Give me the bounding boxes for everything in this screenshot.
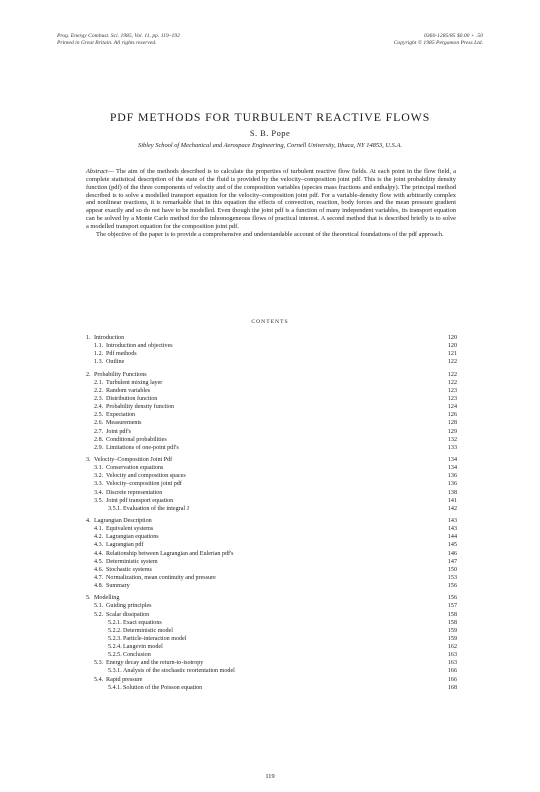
toc-entry[interactable]: [86, 497, 457, 505]
toc-entry-number: 2.5.: [94, 412, 104, 419]
toc-entry-page: 156: [447, 583, 457, 590]
toc-entry-page: 156: [447, 595, 457, 602]
toc-entry-number: 5.2.3.: [108, 635, 122, 642]
toc-entry-title: Energy decay and the return-to-isotropy: [106, 660, 204, 667]
toc-entry-page: 143: [447, 517, 457, 524]
toc-entry-title: Pdf methods: [106, 351, 137, 358]
abstract-paragraph-1: [86, 168, 456, 231]
toc-entry-number: 5.2.: [94, 611, 104, 618]
toc-entry-title: Lagrangian pdf: [106, 542, 144, 549]
toc-entry-number: 2.9.: [94, 444, 104, 451]
toc-entry-number: 4.4.: [94, 550, 104, 557]
toc-entry-title: Relationship between Lagrangian and Eulerian pdf's: [106, 550, 234, 557]
abstract: [86, 168, 456, 239]
toc-entry[interactable]: [86, 505, 457, 513]
toc-entry[interactable]: [86, 627, 457, 635]
toc-entry[interactable]: [86, 574, 457, 582]
toc-entry-page: 144: [447, 534, 457, 541]
abstract-label: Abstract: [86, 168, 108, 175]
toc-entry-number: 4.2.: [94, 534, 104, 541]
toc-entry-number: 3.5.: [94, 497, 104, 504]
toc-entry-title: Guiding principles: [106, 603, 152, 610]
toc-entry[interactable]: [86, 611, 457, 619]
toc-entry-page: 128: [447, 420, 457, 427]
toc-entry-number: 1.3.: [94, 359, 104, 366]
toc-entry-page: 132: [447, 436, 457, 443]
toc-entry-title: Evaluation of the integral J: [123, 505, 189, 512]
table-of-contents: [86, 334, 457, 692]
toc-entry-page: 143: [447, 526, 457, 533]
toc-entry-number: 5.4.: [94, 676, 104, 683]
toc-entry-number: 5.3.: [94, 660, 104, 667]
toc-entry[interactable]: [86, 619, 457, 627]
toc-entry[interactable]: [86, 635, 457, 643]
toc-entry-title: Probability Functions: [94, 371, 147, 378]
toc-entry-number: 3.4.: [94, 489, 104, 496]
toc-entry-number: 2.2.: [94, 387, 104, 394]
toc-entry-page: 147: [447, 558, 457, 565]
toc-entry[interactable]: [86, 558, 457, 566]
toc-entry-title: Introduction: [94, 335, 125, 341]
toc-entry-page: 122: [447, 379, 457, 386]
contents-heading: CONTENTS: [251, 319, 289, 325]
abstract-paragraph-2: The objective of the paper is to provide a comprehensive and understandable account of the theoretical foundations of the pdf approach.: [96, 230, 444, 238]
paper-title: PDF METHODS FOR TURBULENT REACTIVE FLOWS: [109, 110, 431, 124]
toc-entry-title: Scalar dissipation: [106, 611, 150, 618]
toc-entry[interactable]: [86, 464, 457, 472]
toc-entry[interactable]: [86, 387, 457, 395]
toc-entry-number: 3.1.: [94, 465, 104, 472]
toc-entry-title: Particle-interaction model: [123, 635, 187, 642]
toc-entry-title: Langevin model: [123, 644, 163, 651]
toc-entry[interactable]: [86, 582, 457, 590]
toc-entry-number: 4.8.: [94, 583, 104, 590]
toc-entry[interactable]: [86, 436, 457, 444]
toc-entry-title: Lagrangian Description: [94, 517, 152, 524]
toc-entry-title: Normalization, mean continuity and pressure: [106, 574, 216, 581]
toc-entry-page: 153: [447, 574, 457, 581]
toc-entry-title: Discrete representation: [106, 489, 163, 496]
toc-entry-page: 162: [447, 644, 457, 651]
toc-entry-title: Conclusion: [123, 652, 151, 659]
toc-entry-page: 123: [447, 387, 457, 394]
toc-entry-page: 122: [447, 359, 457, 366]
toc-entry-title: Conservation equations: [106, 465, 164, 472]
toc-entry-number: 3.5.1.: [108, 505, 122, 512]
toc-entry[interactable]: [86, 403, 457, 411]
toc-entry-number: 2.8.: [94, 436, 104, 443]
toc-entry-page: 145: [447, 542, 457, 549]
toc-entry-title: Measurements: [106, 420, 142, 427]
toc-entry-number: 5.2.2.: [108, 627, 122, 634]
toc-entry-page: 126: [447, 412, 457, 419]
journal-citation: [57, 33, 180, 47]
toc-entry-title: Distribution function: [106, 395, 158, 402]
toc-entry-number: 5.2.4.: [108, 644, 122, 651]
toc-entry-page: 134: [447, 456, 457, 463]
issn-code: 0360-1285/85 $0.00 + .50: [424, 33, 483, 39]
toc-entry-page: 121: [447, 351, 457, 358]
toc-entry[interactable]: [86, 566, 457, 574]
toc-entry-page: 150: [447, 566, 457, 573]
toc-entry[interactable]: [86, 342, 457, 350]
toc-entry[interactable]: [86, 602, 457, 610]
toc-entry[interactable]: [86, 371, 457, 379]
copyright-block: [394, 33, 483, 47]
toc-entry[interactable]: [86, 667, 457, 675]
toc-entry-page: 123: [447, 395, 457, 402]
toc-entry[interactable]: [86, 379, 457, 387]
toc-entry[interactable]: [86, 489, 457, 497]
toc-entry-page: 136: [447, 481, 457, 488]
toc-entry[interactable]: [86, 525, 457, 533]
toc-entry[interactable]: [86, 395, 457, 403]
toc-entry[interactable]: [86, 350, 457, 358]
toc-entry-number: 2.7.: [94, 428, 104, 435]
toc-entry-number: 3.: [86, 456, 91, 463]
toc-entry-title: Velocity–composition joint pdf: [106, 481, 182, 488]
toc-entry[interactable]: [86, 444, 457, 452]
toc-entry-title: Limitations of one-point pdf's: [106, 444, 179, 451]
toc-entry-number: 2.: [86, 371, 91, 378]
toc-entry-number: 5.2.1.: [108, 619, 122, 626]
toc-entry-page: 159: [447, 627, 457, 634]
toc-entry-page: 158: [447, 619, 457, 626]
toc-entry[interactable]: [86, 533, 457, 541]
toc-entry-page: 138: [447, 489, 457, 496]
toc-entry-title: Velocity–Composition Joint Pdf: [94, 456, 173, 463]
copyright-notice: Copyright © 1985 Pergamon Press Ltd.: [393, 40, 483, 46]
toc-entry-page: 166: [447, 676, 457, 683]
toc-entry[interactable]: [86, 411, 457, 419]
toc-entry-number: 5.: [86, 595, 91, 602]
toc-entry-page: 141: [447, 497, 457, 504]
toc-entry[interactable]: [86, 550, 457, 558]
toc-entry-page: 158: [447, 611, 457, 618]
toc-entry[interactable]: [86, 358, 457, 366]
toc-entry-title: Deterministic system: [106, 558, 158, 565]
toc-entry-title: Expectation: [106, 412, 136, 419]
toc-entry[interactable]: [86, 334, 457, 342]
toc-entry[interactable]: [86, 517, 457, 525]
toc-entry-title: Conditional probabilities: [106, 436, 167, 443]
toc-entry-page: 166: [447, 668, 457, 675]
toc-entry-number: 5.1.: [94, 603, 104, 610]
toc-entry[interactable]: [86, 651, 457, 659]
toc-entry-title: Velocity and composition spaces: [106, 473, 186, 480]
toc-entry-number: 4.7.: [94, 574, 104, 581]
toc-entry-title: Stochastic systems: [106, 566, 152, 573]
abstract-text-1: — The aim of the methods described is to calculate the properties of turbulent reactive flow fields. At each point in the flow field, a complete statistical description of the state of the fluid is provided by the velocity–composition joint pdf. This is the joint probability density function (pdf) of the three components of velocity and of the composition variables (species mass fractions and enthalpy). The principal method described is to solve a modelled transport equation for the velocity–composition joint pdf. For a variable-density flow with arbitrarily complex and nonlinear reactions, it is remarkable that in this equation the effects of convection, reaction, body forces and the mean pressure gradient appear exactly and so do not have to be modelled. Even though the joint pdf is a function of many independent variables, its transport equation can be solved by a Monte Carlo method for the inhomogeneous flows of practical interest. A second method that is described briefly is to solve a modelled transport equation for the composition joint pdf.: [86, 168, 456, 230]
toc-entry-title: Outline: [106, 359, 125, 366]
toc-entry-title: Modelling: [94, 595, 120, 602]
toc-entry[interactable]: [86, 456, 457, 464]
toc-entry-number: 5.4.1.: [108, 684, 122, 691]
toc-entry-page: 133: [447, 444, 457, 451]
author-affiliation: Sibley School of Mechanical and Aerospace Engineering, Cornell University, Ithaca, NY 14853, U.S.A.: [138, 142, 402, 149]
toc-entry-number: 3.2.: [94, 473, 104, 480]
toc-entry-number: 5.2.5.: [108, 652, 122, 659]
toc-entry-number: 5.3.1.: [108, 668, 122, 675]
page-number: 119: [265, 773, 275, 780]
toc-entry-title: Joint pdf transport equation: [106, 497, 174, 504]
toc-entry-number: 2.6.: [94, 420, 104, 427]
toc-entry-title: Random variables: [106, 387, 151, 394]
toc-entry-title: Equivalent systems: [106, 526, 154, 533]
toc-entry[interactable]: [86, 419, 457, 427]
toc-entry[interactable]: [86, 643, 457, 651]
toc-entry-page: 157: [447, 603, 457, 610]
toc-entry[interactable]: [86, 676, 457, 684]
journal-citation-line: Prog. Energy Combust. Sci. 1985, Vol. 11, pp. 119–192: [57, 33, 180, 39]
toc-entry-page: 120: [447, 335, 457, 341]
toc-entry-page: 146: [447, 550, 457, 557]
toc-entry-title: Rapid pressure: [106, 676, 143, 683]
toc-entry-title: Joint pdf's: [106, 428, 131, 435]
toc-entry-number: 3.3.: [94, 481, 104, 488]
toc-entry-title: Analysis of the stochastic reorientation model: [123, 668, 235, 675]
toc-entry[interactable]: [86, 472, 457, 480]
toc-entry-title: Turbulent mixing layer: [106, 379, 163, 386]
toc-entry-number: 4.6.: [94, 566, 104, 573]
toc-entry-number: 2.4.: [94, 404, 104, 411]
toc-entry-page: 129: [447, 428, 457, 435]
toc-entry-page: 142: [447, 505, 457, 512]
printed-notice: Printed in Great Britain. All rights reserved.: [57, 40, 157, 46]
toc-entry-page: 163: [447, 652, 457, 659]
toc-entry-page: 134: [447, 465, 457, 472]
toc-entry-page: 168: [447, 684, 457, 691]
toc-entry-title: Exact equations: [123, 619, 162, 626]
toc-entry-number: 4.5.: [94, 558, 104, 565]
toc-entry-title: Solution of the Poisson equation: [123, 684, 203, 691]
toc-entry-number: 1.2.: [94, 351, 104, 358]
toc-entry-number: 1.1.: [94, 343, 104, 350]
toc-entry-page: 120: [447, 343, 457, 350]
toc-entry-page: 124: [447, 404, 457, 411]
toc-entry-page: 159: [447, 635, 457, 642]
toc-entry-number: 2.1.: [94, 379, 104, 386]
toc-entry-number: 4.1.: [94, 526, 104, 533]
toc-entry[interactable]: [86, 684, 457, 692]
toc-entry-number: 4.3.: [94, 542, 104, 549]
toc-entry-title: Deterministic model: [123, 627, 173, 634]
toc-entry-title: Lagrangian equations: [106, 534, 159, 541]
toc-entry[interactable]: [86, 594, 457, 602]
toc-entry-number: 1.: [86, 335, 91, 341]
toc-entry[interactable]: [86, 541, 457, 549]
toc-entry[interactable]: [86, 480, 457, 488]
author-name: S. B. Pope: [249, 129, 291, 138]
toc-entry-title: Summary: [106, 583, 130, 590]
toc-entry-number: 4.: [86, 517, 91, 524]
toc-entry-page: 163: [447, 660, 457, 667]
toc-entry[interactable]: [86, 428, 457, 436]
toc-entry-title: Probability density function: [106, 404, 175, 411]
toc-entry-number: 2.3.: [94, 395, 104, 402]
toc-entry-title: Introduction and objectives: [106, 343, 173, 350]
toc-entry-page: 122: [447, 371, 457, 378]
toc-entry[interactable]: [86, 659, 457, 667]
toc-entry-page: 136: [447, 473, 457, 480]
